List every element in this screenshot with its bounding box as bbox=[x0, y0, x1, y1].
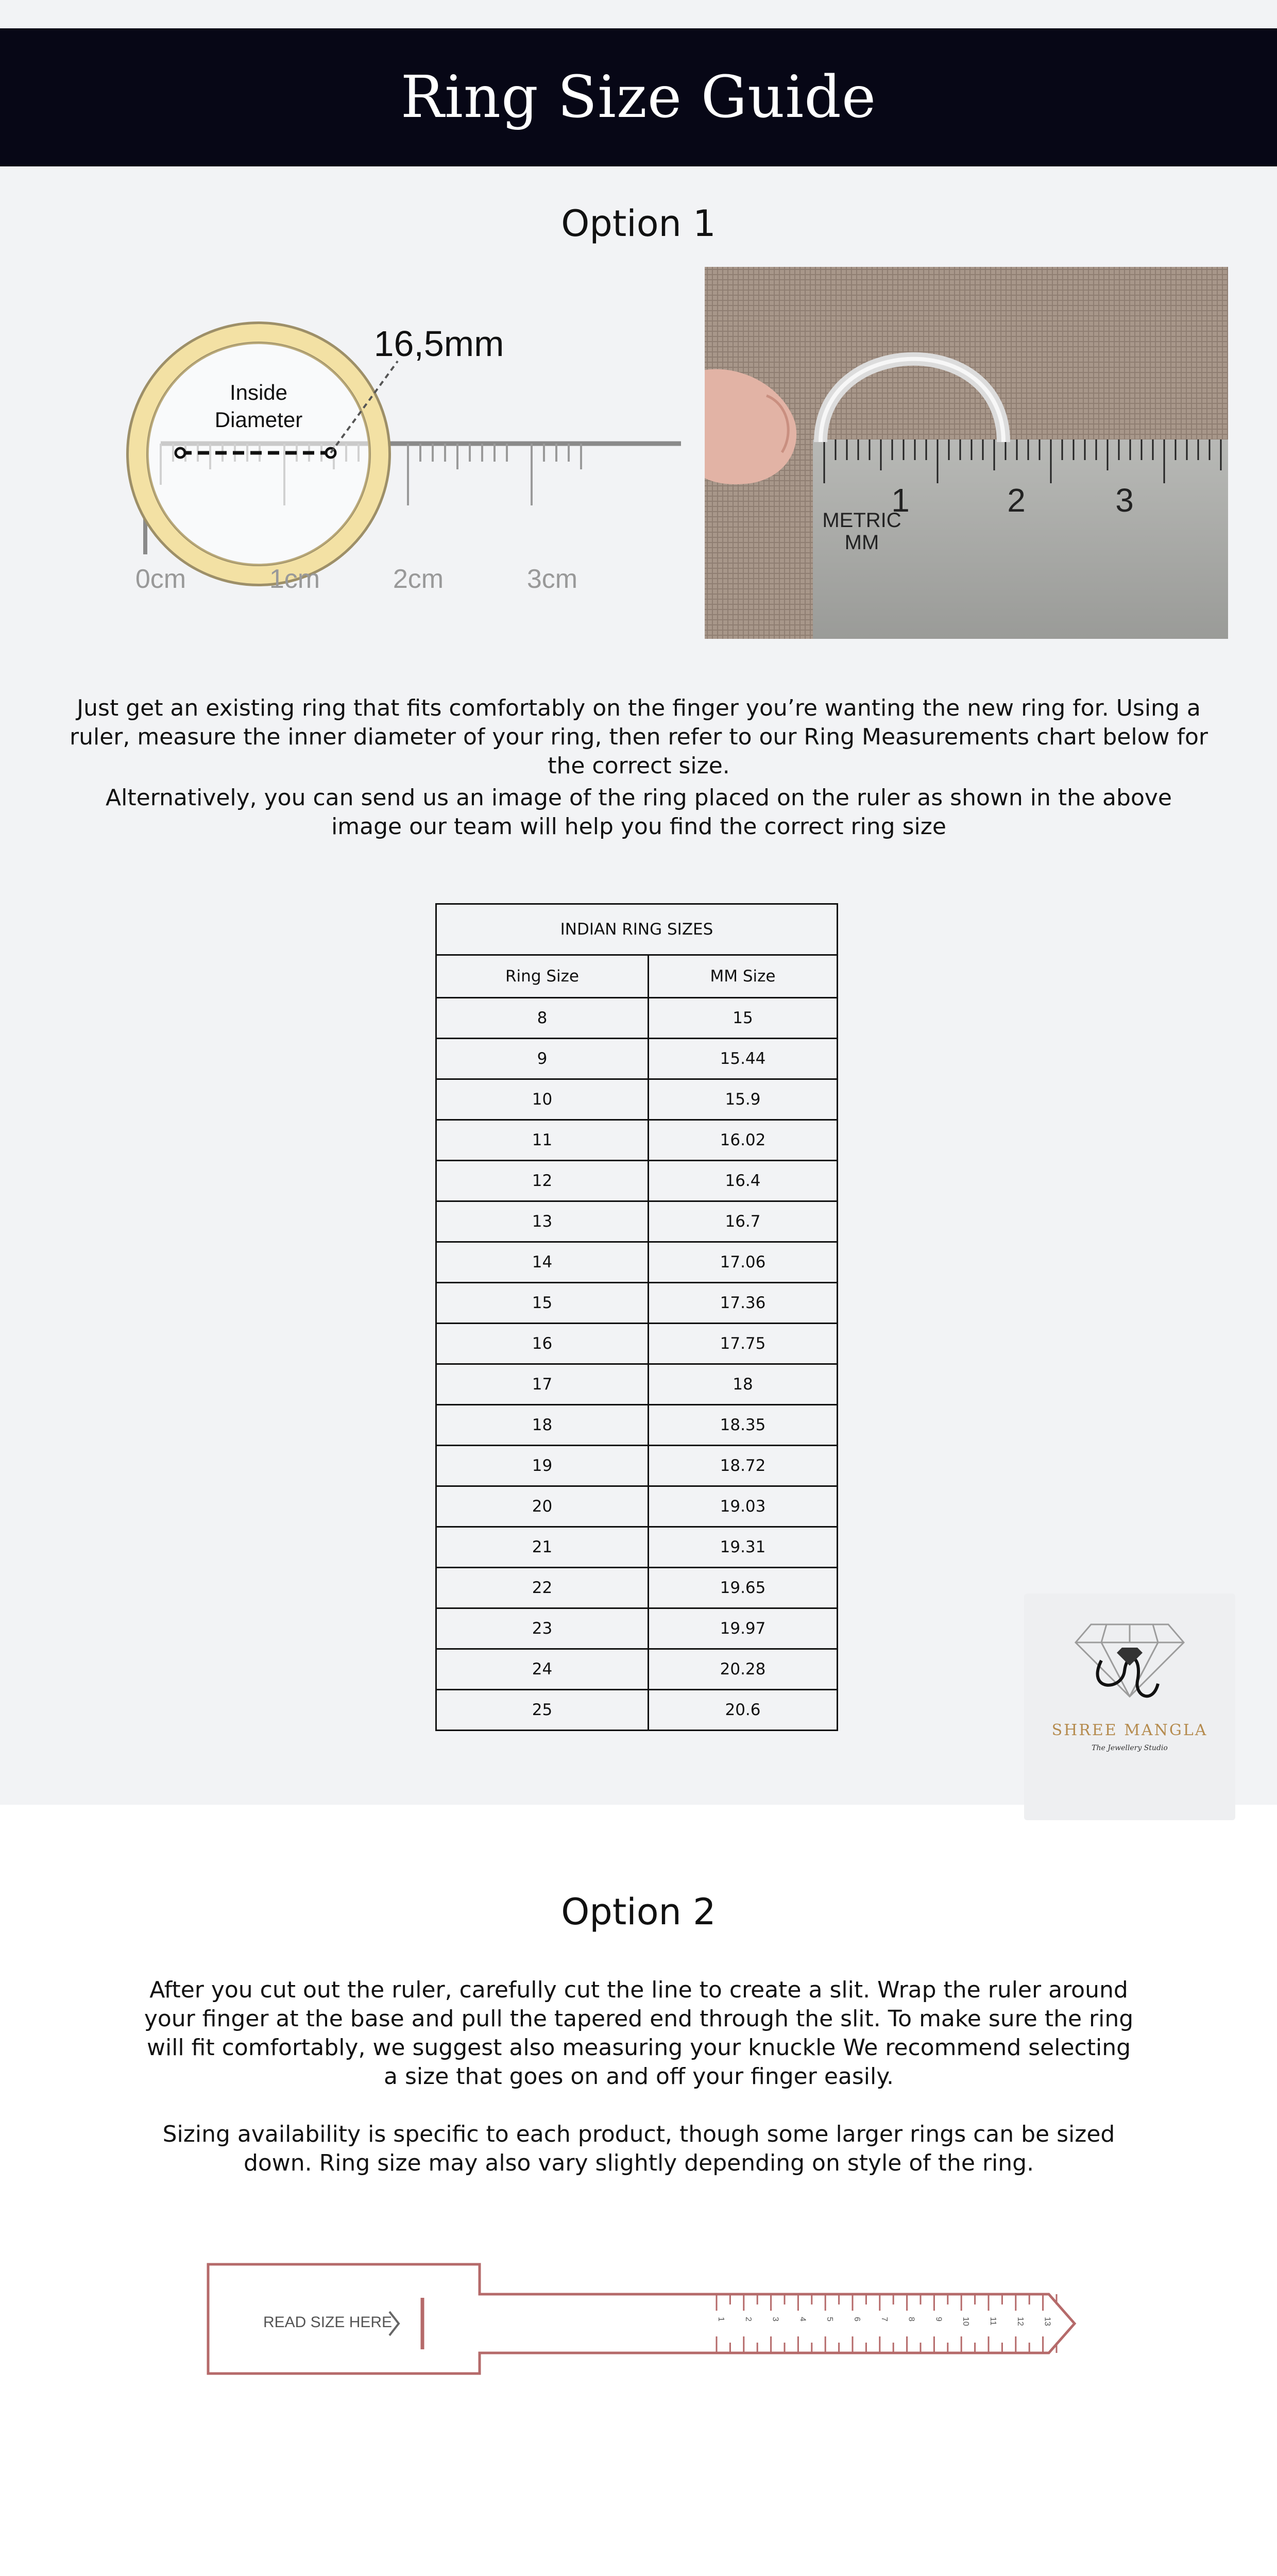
mm-size-cell: 15.44 bbox=[649, 1039, 838, 1079]
table-row bbox=[436, 1649, 838, 1690]
tick-label: 1cm bbox=[269, 564, 320, 594]
option2-sizing-note: Sizing availability is specific to each product, though some larger rings can be sized down. Ring size may also vary slightly depending on style of the ring. bbox=[162, 2121, 1115, 2176]
table-row bbox=[436, 1324, 838, 1364]
ruler-number: 2 bbox=[1007, 482, 1026, 519]
mm-size-cell: 19.97 bbox=[649, 1608, 838, 1649]
ruler-size-number: 1 bbox=[717, 2317, 725, 2321]
table-row bbox=[436, 1446, 838, 1486]
mm-size-cell: 15.9 bbox=[649, 1079, 838, 1120]
table-row bbox=[436, 1079, 838, 1120]
ruler-size-number: 2 bbox=[743, 2317, 753, 2321]
ruler-size-number: 9 bbox=[934, 2317, 943, 2321]
mm-size-cell: 18.72 bbox=[649, 1446, 838, 1486]
tick-label: 3cm bbox=[526, 564, 578, 594]
mm-size-cell: 16.4 bbox=[649, 1161, 838, 1201]
column-header-ring-size: Ring Size bbox=[436, 955, 649, 998]
option2-instructions: After you cut out the ruler, carefully cut the line to create a slit. Wrap the ruler around your finger at the base and pull the tapered end through the slit. To make sure the ring will fit comfortably, we suggest also measuring your knuckle We recommend selecting a size that goes on and off your finger easily. bbox=[144, 1977, 1134, 2090]
ruler-size-number: 3 bbox=[771, 2317, 780, 2321]
table-row bbox=[436, 1039, 838, 1079]
ruler-size-number: 12 bbox=[1015, 2317, 1025, 2326]
ring-size-cell: 21 bbox=[436, 1527, 649, 1568]
ruler-size-number: 4 bbox=[798, 2317, 807, 2321]
mm-size-cell: 17.36 bbox=[649, 1283, 838, 1324]
table-row bbox=[436, 1364, 838, 1405]
ring-size-table bbox=[435, 903, 838, 1731]
ring-size-cell: 13 bbox=[436, 1201, 649, 1242]
mm-size-cell: 16.02 bbox=[649, 1120, 838, 1161]
table-row bbox=[436, 998, 838, 1039]
ring-size-cell: 20 bbox=[436, 1486, 649, 1527]
table-row bbox=[436, 1405, 838, 1446]
ring-size-cell: 19 bbox=[436, 1446, 649, 1486]
ring-size-cell: 10 bbox=[436, 1079, 649, 1120]
ruler-size-number: 5 bbox=[825, 2317, 835, 2321]
table-row bbox=[436, 1527, 838, 1568]
mm-size-cell: 15 bbox=[649, 998, 838, 1039]
tick-label: 0cm bbox=[135, 564, 186, 594]
option1-section bbox=[0, 166, 1277, 1805]
ruler-size-number: 10 bbox=[961, 2317, 970, 2326]
option1-title: Option 1 bbox=[561, 202, 716, 245]
table-row bbox=[436, 1608, 838, 1649]
ring-size-cell: 17 bbox=[436, 1364, 649, 1405]
brand-tagline: The Jewellery Studio bbox=[1092, 1744, 1168, 1752]
mm-size-cell: 19.65 bbox=[649, 1568, 838, 1608]
mm-size-cell: 20.6 bbox=[649, 1690, 838, 1731]
metric-label-1: METRIC bbox=[822, 509, 901, 532]
mm-size-cell: 18 bbox=[649, 1364, 838, 1405]
table-row bbox=[436, 1120, 838, 1161]
diameter-measurement: 16,5mm bbox=[373, 324, 504, 364]
mm-size-cell: 18.35 bbox=[649, 1405, 838, 1446]
tick-label: 2cm bbox=[393, 564, 444, 594]
column-header-mm-size: MM Size bbox=[649, 955, 838, 998]
ruler-size-number: 11 bbox=[989, 2317, 997, 2326]
table-row bbox=[436, 1690, 838, 1731]
ring-size-cell: 16 bbox=[436, 1324, 649, 1364]
page-title: Ring Size Guide bbox=[400, 64, 877, 131]
brand-name: SHREE MANGLA bbox=[1051, 1721, 1208, 1739]
table-row bbox=[436, 1568, 838, 1608]
ring-size-cell: 11 bbox=[436, 1120, 649, 1161]
diamond-icon bbox=[1024, 1594, 1235, 1722]
ruler-size-number: 8 bbox=[907, 2317, 916, 2321]
top-strip bbox=[0, 0, 1277, 28]
ruler-size-number: 13 bbox=[1043, 2317, 1052, 2326]
page-header bbox=[0, 28, 1277, 166]
table-row bbox=[436, 1486, 838, 1527]
mm-size-cell: 20.28 bbox=[649, 1649, 838, 1690]
printable-ring-ruler bbox=[204, 2254, 1080, 2383]
ring-size-cell: 8 bbox=[436, 998, 649, 1039]
table-row bbox=[436, 1161, 838, 1201]
ring-size-cell: 12 bbox=[436, 1161, 649, 1201]
mm-size-cell: 19.03 bbox=[649, 1486, 838, 1527]
ring-on-ruler-photo bbox=[705, 267, 1228, 639]
mm-size-cell: 17.06 bbox=[649, 1242, 838, 1283]
mm-size-cell: 19.31 bbox=[649, 1527, 838, 1568]
metric-label-2: MM bbox=[844, 531, 879, 554]
ring-size-cell: 14 bbox=[436, 1242, 649, 1283]
brand-logo bbox=[1024, 1594, 1235, 1820]
option1-alternative: Alternatively, you can send us an image of the ring placed on the ruler as shown in the above image our team will help you find the correct ring size bbox=[106, 785, 1172, 840]
ring-size-cell: 9 bbox=[436, 1039, 649, 1079]
ruler-size-number: 7 bbox=[879, 2317, 889, 2321]
inside-label-2: Diameter bbox=[214, 408, 303, 432]
table-caption: INDIAN RING SIZES bbox=[436, 904, 838, 955]
inside-label-1: Inside bbox=[229, 380, 288, 404]
table-row bbox=[436, 1242, 838, 1283]
mm-size-cell: 16.7 bbox=[649, 1201, 838, 1242]
option2-title: Option 2 bbox=[561, 1891, 716, 1933]
ring-size-cell: 15 bbox=[436, 1283, 649, 1324]
table-row bbox=[436, 1283, 838, 1324]
ring-size-cell: 24 bbox=[436, 1649, 649, 1690]
mm-size-cell: 17.75 bbox=[649, 1324, 838, 1364]
option1-instructions: Just get an existing ring that fits comfortably on the finger you’re wanting the new ring for. Using a ruler, measure the inner diameter of your ring, then refer to our Ring Measurements chart below for the correct size. bbox=[70, 695, 1208, 779]
ring-size-cell: 25 bbox=[436, 1690, 649, 1731]
ring-size-cell: 23 bbox=[436, 1608, 649, 1649]
ruler-number: 1 bbox=[891, 482, 910, 519]
table-row bbox=[436, 1201, 838, 1242]
ruler-number: 3 bbox=[1115, 482, 1134, 519]
ruler-size-number: 6 bbox=[853, 2317, 861, 2321]
ring-size-cell: 18 bbox=[436, 1405, 649, 1446]
ring-diameter-diagram bbox=[42, 289, 689, 639]
ring-size-cell: 22 bbox=[436, 1568, 649, 1608]
read-size-label: READ SIZE HERE bbox=[263, 2314, 393, 2331]
